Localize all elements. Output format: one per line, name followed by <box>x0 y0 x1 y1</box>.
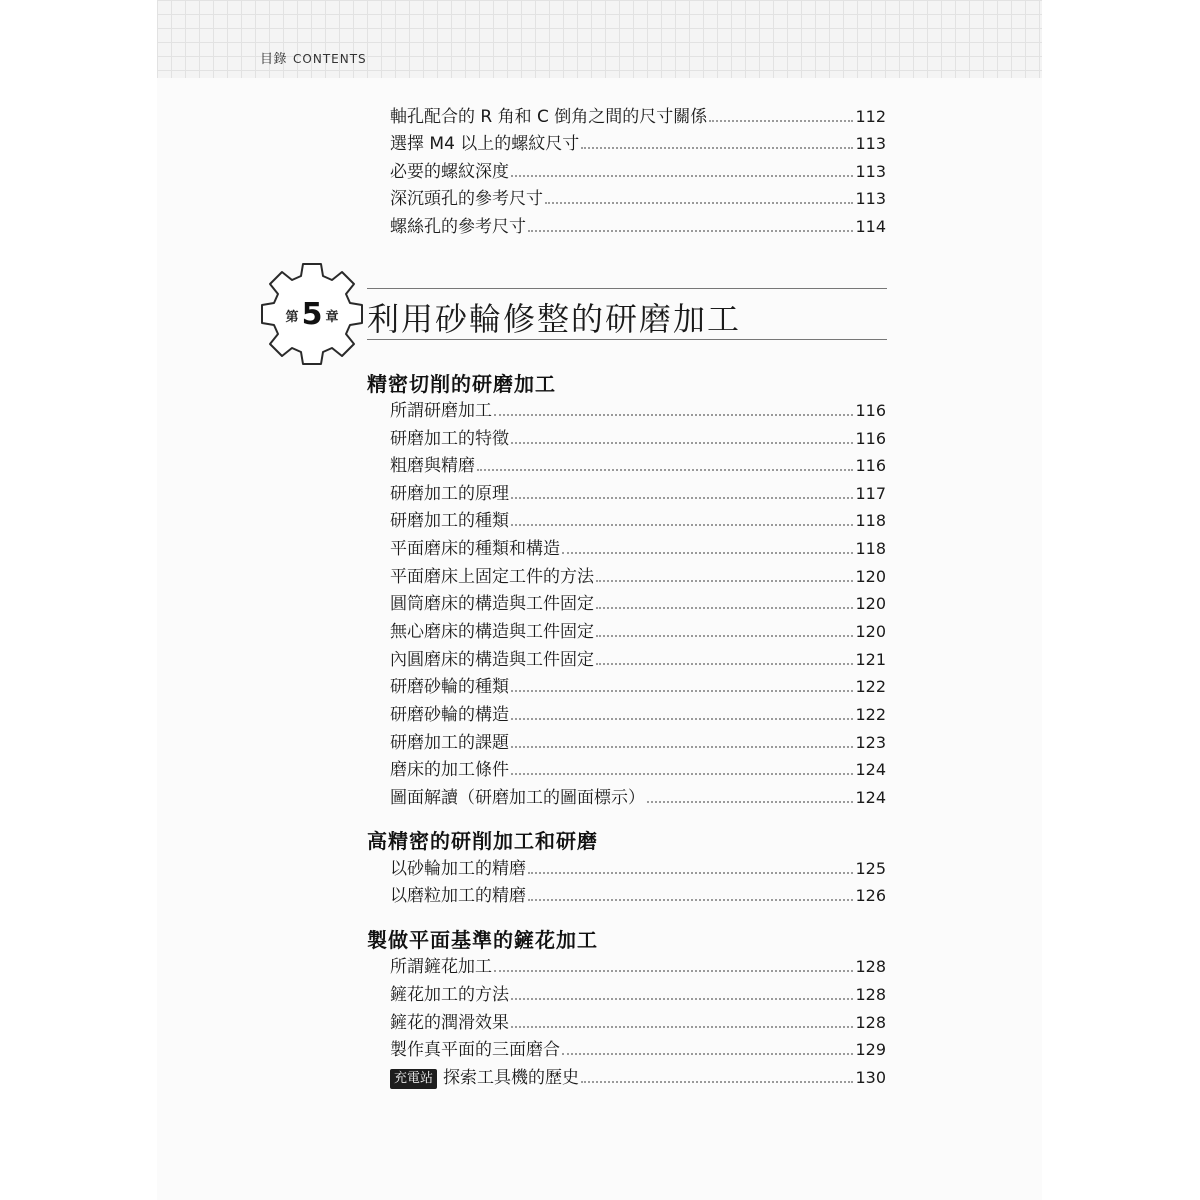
toc-entry-page: 116 <box>855 429 886 448</box>
toc-entry-title: 探索工具機的歷史 <box>443 1068 580 1088</box>
toc-entry-title: 所謂鏟花加工 <box>390 957 492 977</box>
dot-leader <box>511 442 853 444</box>
dot-leader <box>562 552 853 554</box>
toc-entry-title: 鏟花的潤滑效果 <box>390 1013 509 1033</box>
toc-entry-title: 粗磨與精磨 <box>390 456 475 476</box>
toc-entry-page: 122 <box>855 677 886 696</box>
toc-entry-page: 117 <box>855 484 886 503</box>
section-heading[interactable]: 高精密的研削加工和研磨 <box>367 829 598 853</box>
dot-leader <box>511 773 853 775</box>
toc-entry-page: 114 <box>855 217 886 236</box>
toc-entry-title: 以磨粒加工的精磨 <box>390 886 526 906</box>
toc-entry[interactable] <box>390 214 886 238</box>
running-head <box>260 48 367 67</box>
chapter-number: 5 <box>301 297 323 332</box>
dot-leader <box>596 607 853 609</box>
toc-entry-title: 製作真平面的三面磨合 <box>390 1040 560 1060</box>
toc-entry[interactable] <box>390 730 886 754</box>
toc-entry-page: 120 <box>855 594 886 613</box>
dot-leader <box>511 175 853 177</box>
toc-entry-title: 平面磨床的種類和構造 <box>390 539 560 559</box>
dot-leader <box>511 690 853 692</box>
dot-leader <box>511 524 853 526</box>
dot-leader <box>511 998 853 1000</box>
toc-entry-title: 圓筒磨床的構造與工件固定 <box>390 594 594 614</box>
toc-entry-title: 研磨砂輪的構造 <box>390 705 509 725</box>
toc-entry-title: 必要的螺紋深度 <box>390 162 509 182</box>
toc-entry-page: 118 <box>855 539 886 558</box>
toc-entry[interactable] <box>390 508 886 532</box>
toc-entry-title: 研磨加工的特徵 <box>390 429 509 449</box>
toc-entry-page: 122 <box>855 705 886 724</box>
toc-entry[interactable] <box>390 564 886 588</box>
toc-entry[interactable] <box>390 883 886 907</box>
toc-entry-title: 研磨加工的課題 <box>390 733 509 753</box>
toc-entry[interactable] <box>390 104 886 128</box>
dot-leader <box>581 147 853 149</box>
dot-leader <box>562 1053 853 1055</box>
toc-entry-page: 113 <box>855 189 886 208</box>
dot-leader <box>528 899 853 901</box>
dot-leader <box>709 120 853 122</box>
toc-entry[interactable] <box>390 453 886 477</box>
chapter-title[interactable]: 利用砂輪修整的研磨加工 <box>367 300 742 338</box>
toc-entry-title: 研磨加工的種類 <box>390 511 509 531</box>
running-head-zh: 目錄 <box>260 52 288 67</box>
chapter-suffix: 章 <box>325 309 339 325</box>
toc-entry-page: 128 <box>855 985 886 1004</box>
toc-entry-page: 129 <box>855 1040 886 1059</box>
toc-entry[interactable] <box>390 1010 886 1034</box>
toc-entry-title: 磨床的加工條件 <box>390 760 509 780</box>
toc-entry[interactable] <box>390 159 886 183</box>
toc-entry-title: 鏟花加工的方法 <box>390 985 509 1005</box>
toc-entry[interactable] <box>390 1037 886 1061</box>
toc-entry-page: 116 <box>855 401 886 420</box>
toc-entry[interactable] <box>390 398 886 422</box>
toc-entry[interactable] <box>390 785 886 809</box>
dot-leader <box>528 872 853 874</box>
toc-entry-title: 深沉頭孔的參考尺寸 <box>390 189 543 209</box>
dot-leader <box>545 202 853 204</box>
toc-entry[interactable] <box>390 702 886 726</box>
dot-leader <box>596 663 853 665</box>
toc-entry[interactable] <box>390 954 886 978</box>
toc-entry[interactable] <box>390 674 886 698</box>
toc-entry-title: 內圓磨床的構造與工件固定 <box>390 650 594 670</box>
toc-entry[interactable] <box>390 1065 886 1089</box>
toc-entry-title: 所謂研磨加工 <box>390 401 492 421</box>
toc-entry-title: 研磨加工的原理 <box>390 484 509 504</box>
toc-entry-title: 以砂輪加工的精磨 <box>390 859 526 879</box>
chapter-number-badge <box>277 298 347 332</box>
dot-leader <box>596 635 853 637</box>
toc-entry-page: 116 <box>855 456 886 475</box>
dot-leader <box>647 801 853 803</box>
toc-entry[interactable] <box>390 131 886 155</box>
toc-entry-title: 螺絲孔的參考尺寸 <box>390 217 526 237</box>
toc-entry-page: 125 <box>855 859 886 878</box>
toc-entry-title: 無心磨床的構造與工件固定 <box>390 622 594 642</box>
toc-entry-page: 112 <box>855 107 886 126</box>
toc-entry-title: 軸孔配合的 R 角和 C 倒角之間的尺寸關係 <box>390 107 708 127</box>
toc-entry[interactable] <box>390 619 886 643</box>
running-head-en: CONTENTS <box>293 52 367 66</box>
toc-entry-page: 120 <box>855 622 886 641</box>
toc-entry-page: 126 <box>855 886 886 905</box>
toc-entry-page: 124 <box>855 788 886 807</box>
toc-entry-title: 圖面解讀（研磨加工的圖面標示） <box>390 788 645 808</box>
dot-leader <box>581 1081 853 1083</box>
toc-entry-page: 123 <box>855 733 886 752</box>
section-heading[interactable]: 精密切削的研磨加工 <box>367 372 556 396</box>
toc-entry-page: 120 <box>855 567 886 586</box>
chapter-prefix: 第 <box>285 309 299 325</box>
toc-entry-title: 選擇 M4 以上的螺紋尺寸 <box>390 134 580 154</box>
toc-entry[interactable] <box>390 591 886 615</box>
toc-entry-page: 113 <box>855 162 886 181</box>
chapter-rule-top <box>367 288 887 289</box>
dot-leader <box>494 414 853 416</box>
toc-entry-title: 平面磨床上固定工件的方法 <box>390 567 594 587</box>
toc-entry-page: 128 <box>855 957 886 976</box>
toc-entry-page: 124 <box>855 760 886 779</box>
dot-leader <box>596 580 853 582</box>
dot-leader <box>511 746 853 748</box>
toc-entry-page: 121 <box>855 650 886 669</box>
sidebar-badge: 充電站 <box>390 1069 437 1089</box>
toc-entry-page: 130 <box>855 1068 886 1087</box>
toc-entry-page: 128 <box>855 1013 886 1032</box>
toc-entry[interactable] <box>390 982 886 1006</box>
section-heading[interactable]: 製做平面基準的鏟花加工 <box>367 928 598 952</box>
dot-leader <box>494 970 853 972</box>
dot-leader <box>511 1026 853 1028</box>
toc-entry[interactable] <box>390 856 886 880</box>
toc-entry[interactable] <box>390 186 886 210</box>
dot-leader <box>511 718 853 720</box>
dot-leader <box>477 469 853 471</box>
toc-entry[interactable] <box>390 426 886 450</box>
toc-entry-page: 113 <box>855 134 886 153</box>
toc-entry[interactable] <box>390 481 886 505</box>
toc-entry[interactable] <box>390 536 886 560</box>
toc-entry[interactable] <box>390 647 886 671</box>
dot-leader <box>528 230 853 232</box>
toc-entry[interactable] <box>390 757 886 781</box>
toc-entry-page: 118 <box>855 511 886 530</box>
dot-leader <box>511 497 853 499</box>
toc-entry-title: 研磨砂輪的種類 <box>390 677 509 697</box>
chapter-rule-bottom <box>367 339 887 340</box>
